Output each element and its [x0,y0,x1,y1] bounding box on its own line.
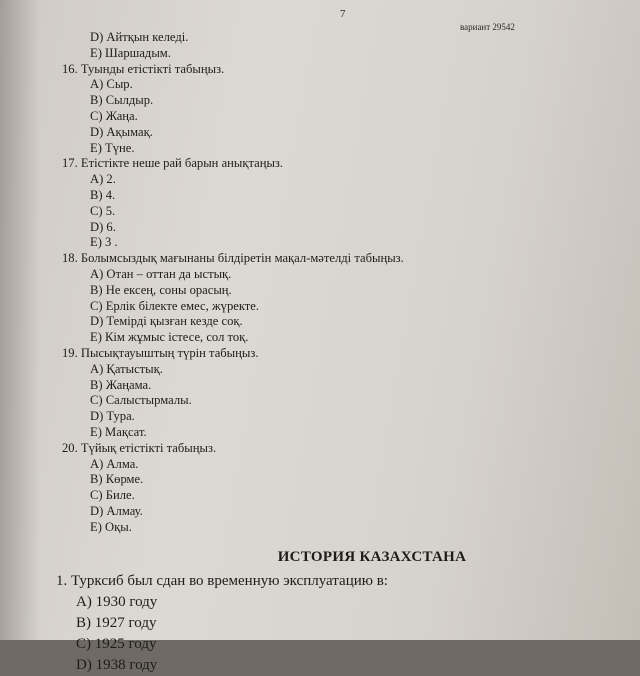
question-18 [62,251,622,346]
question-number: 20. [62,440,78,455]
option: E) Түне. [90,140,135,155]
section-title: ИСТОРИЯ КАЗАХСТАНА [277,548,467,565]
option: A) Сыр. [90,77,133,92]
option: E) Мақсат. [90,424,147,439]
question-20 [62,441,622,536]
question-text: Етістікте неше рай барын анықтаңыз. [80,156,284,171]
question-number: 17. [62,156,78,171]
option: C) 1925 году [76,636,157,653]
question-number: 19. [62,345,78,360]
option: A) Алма. [90,456,139,471]
option: E) 3 . [90,235,118,250]
option: D) Ақымақ. [90,124,153,139]
option: A) Отан – оттан да ыстық. [90,266,232,281]
question-19 [62,346,622,441]
option: C) Биле. [90,488,135,503]
question-text: Болымсыздық мағынаны білдіретін мақал-мәтелді табыңыз. [80,251,404,266]
variant-label: вариант 29542 [460,22,515,32]
option: D) Темірді қызған кезде соқ. [90,314,243,329]
prev-option-d: D) Айтқын келеді. [90,30,189,44]
page-shadow [0,0,40,640]
option: B) Не ексең, соны орасың. [90,282,232,297]
question-16 [62,62,622,157]
option: A) 2. [90,172,116,187]
option: C) Салыстырмалы. [90,393,192,408]
question-number: 18. [62,251,78,266]
question-text: Түйық етістікті табыңыз. [80,440,217,455]
question-text: Пысықтауыштың түрін табыңыз. [80,345,259,360]
option: B) Көрме. [90,472,144,487]
question-number: 1. [56,573,68,590]
question-17 [62,156,622,251]
option: C) 5. [90,203,116,218]
option: A) 1930 году [76,594,158,611]
option: B) 1927 году [76,615,157,632]
option: D) 6. [90,219,116,234]
option: A) Қатыстық. [90,361,163,376]
option: B) Сылдыр. [90,93,154,108]
option: D) Алмау. [90,503,143,518]
option: C) Ерлік білекте емес, жүректе. [90,298,260,313]
prev-option-e: E) Шаршадым. [90,45,171,60]
option: E) Оқы. [90,519,132,534]
option: B) Жаңама. [90,377,152,392]
option: D) Тура. [90,409,135,424]
history-question-1 [56,571,622,676]
page-number: 7 [340,8,346,20]
question-text: Туынды етістікті табыңыз. [80,61,225,76]
test-content [56,30,622,676]
question-number: 16. [62,61,78,76]
option: B) 4. [90,187,116,202]
option: D) 1938 году [76,657,158,674]
option: E) Кім жұмыс істесе, сол тоқ. [90,330,249,345]
option: C) Жаңа. [90,108,138,123]
question-text: Турксиб был сдан во временную эксплуатацию в: [71,573,388,590]
